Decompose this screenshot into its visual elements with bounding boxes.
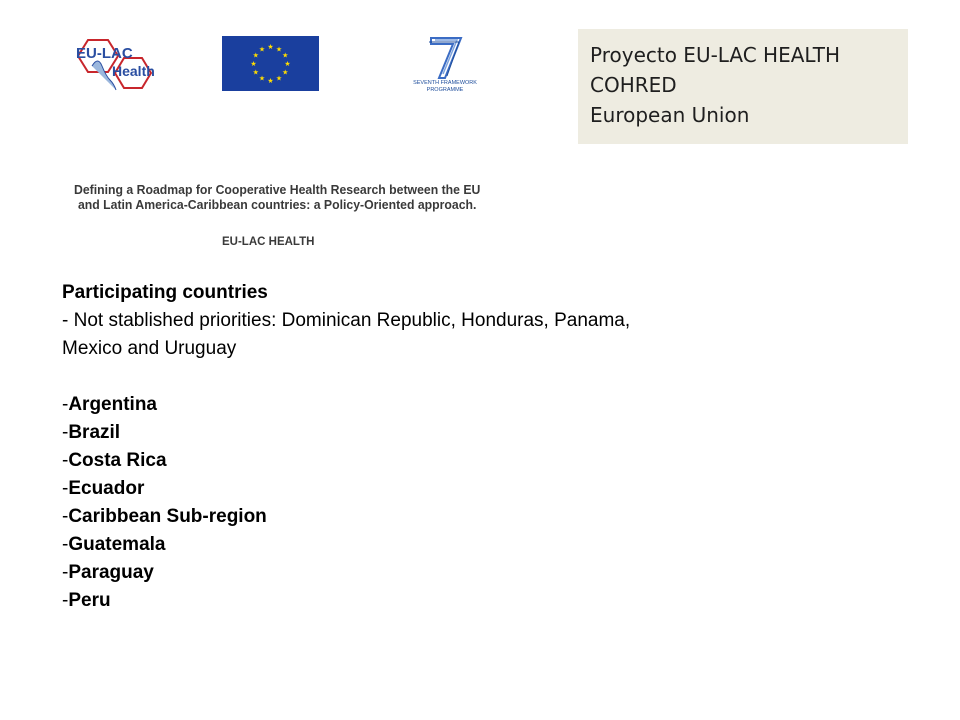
country-name: Caribbean Sub-region xyxy=(68,506,267,527)
eu-star-icon: ★ xyxy=(250,61,257,68)
country-name: Guatemala xyxy=(68,534,166,555)
participating-countries-section xyxy=(62,279,842,615)
eu-star-icon: ★ xyxy=(258,75,266,83)
organization-name: COHRED xyxy=(590,73,677,97)
country-item: -Ecuador xyxy=(62,478,145,499)
eu-star-icon: ★ xyxy=(252,52,259,60)
country-name: Argentina xyxy=(68,394,158,415)
eulac-logo-line2: Health xyxy=(112,63,155,79)
banner-title-line2: and Latin America-Caribbean countries: a Policy-Oriented approach. xyxy=(77,198,477,212)
country-name: Ecuador xyxy=(68,478,145,499)
eu-star-icon: ★ xyxy=(258,46,266,54)
eu-star-icon: ★ xyxy=(284,61,291,68)
banner-title-line1: Defining a Roadmap for Cooperative Health Research between the EU xyxy=(74,183,481,197)
country-item: -Costa Rica xyxy=(62,450,167,471)
country-name: Peru xyxy=(68,590,111,611)
country-item: -Brazil xyxy=(62,422,121,443)
country-name: Costa Rica xyxy=(68,450,167,471)
eu-flag-stars xyxy=(222,36,319,91)
country-name: Paraguay xyxy=(68,562,154,583)
eu-star-icon: ★ xyxy=(252,69,259,77)
eu-lac-health-logo xyxy=(72,36,160,98)
project-info-box xyxy=(578,29,908,144)
section-heading: Participating countries xyxy=(62,282,268,303)
eu-star-icon: ★ xyxy=(275,46,283,54)
eu-star-icon: ★ xyxy=(267,78,274,85)
eu-star-icon: ★ xyxy=(267,44,274,51)
country-item: -Caribbean Sub-region xyxy=(62,506,267,527)
eu-star-icon: ★ xyxy=(282,52,289,60)
country-item: -Argentina xyxy=(62,394,158,415)
country-item: -Peru xyxy=(62,590,111,611)
funder-name: European Union xyxy=(590,103,750,127)
country-item: -Paraguay xyxy=(62,562,154,583)
country-name: Brazil xyxy=(68,422,121,443)
fp7-caption-line1: SEVENTH FRAMEWORK xyxy=(413,80,477,86)
banner-title xyxy=(42,183,512,213)
fp7-caption-line2: PROGRAMME xyxy=(426,87,464,93)
country-list xyxy=(62,391,842,615)
project-name: Proyecto EU-LAC HEALTH xyxy=(590,43,841,67)
note-line2: Mexico and Uruguay xyxy=(62,338,237,359)
eu-flag-logo xyxy=(222,36,319,91)
note-line1: - Not stablished priorities: Dominican Republic, Honduras, Panama, xyxy=(62,310,631,331)
fp7-logo xyxy=(405,34,485,96)
banner-subtitle: EU-LAC HEALTH xyxy=(222,236,315,248)
eulac-logo-line1: EU-LAC xyxy=(76,45,133,62)
eu-star-icon: ★ xyxy=(275,75,283,83)
country-item: -Guatemala xyxy=(62,534,166,555)
eu-star-icon: ★ xyxy=(282,69,289,77)
